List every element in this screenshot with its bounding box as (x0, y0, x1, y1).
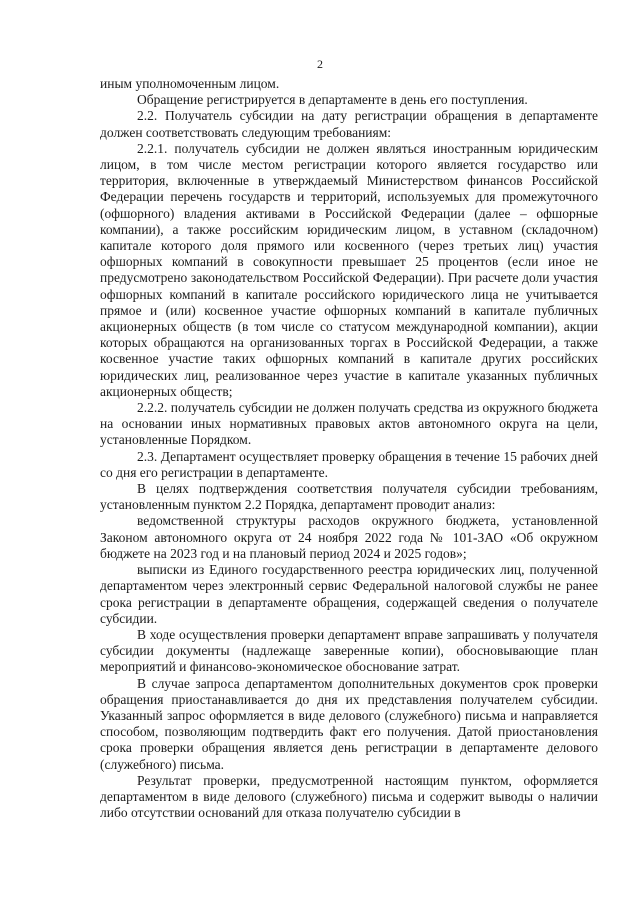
paragraph-request-documents: В ходе осуществления проверки департамент вправе запрашивать у получателя субсидии документы (надлежаще заверенные копии), обосновывающие план мероприятий и финансово-экономическое обоснование затрат. (100, 626, 598, 675)
paragraph-2-2: 2.2. Получатель субсидии на дату регистрации обращения в департаменте должен соответствовать следующим требованиям: (100, 108, 598, 140)
paragraph-continuation: иным уполномоченным лицом. (100, 76, 280, 91)
paragraph-analysis-intro: В целях подтверждения соответствия получателя субсидии требованиям, установленным пунктом 2.2 Порядка, департамент проводит анализ: (100, 481, 598, 513)
paragraph-2-2-2: 2.2.2. получатель субсидии не должен получать средства из окружного бюджета на основании иных нормативных правовых актов автономного округа на цели, установленные Порядком. (100, 400, 598, 448)
paragraph-budget-structure: ведомственной структуры расходов окружного бюджета, установленной Законом автономного округа от 24 ноября 2022 года № 101-ЗАО «Об окружном бюджете на 2023 год и на плановый период 2024 и 2025 годов»; (100, 513, 598, 561)
document-body (100, 76, 598, 821)
paragraph-2-2-1: 2.2.1. получатель субсидии не должен являться иностранным юридическим лицом, в том числе местом регистрации которого является государство или территория, включенные в утверждаемый Министерством финансов Российской Федерации перечень государств и территорий, используемых для промежуточного (офшорного) владения активами в Российской Федерации (далее – офшорные компании), а также российским юридическим лицом, в уставном (складочном) капитале которого доля прямого или косвенного (через третьих лиц) участия офшорных компаний в совокупности превышает 25 процентов (если иное не предусмотрено законодательством Российской Федерации). При расчете доли участия офшорных компаний в капитале российского юридического лица не учитывается прямое и (или) косвенное участие офшорных компаний в капитале публичных акционерных обществ (в том числе со статусом международной компании), акции которых обращаются на организованных торгах в Российской Федерации, а также косвенное участие таких офшорных компаний в капитале других российских юридических лиц, реализованное через участие в капитале указанных публичных акционерных обществ; (100, 140, 598, 399)
paragraph-suspension: В случае запроса департаментом дополнительных документов срок проверки обращения приостанавливается до дня их представления получателем субсидии. Указанный запрос оформляется в виде делового (служебного) письма и направляется способом, позволяющим подтвердить факт его получения. Датой приостановления срока проверки обращения является день регистрации в департаменте делового (служебного) письма. (100, 675, 598, 772)
page-number: 2 (317, 57, 323, 71)
paragraph-2-3: 2.3. Департамент осуществляет проверку обращения в течение 15 рабочих дней со дня его регистрации в департаменте. (100, 448, 598, 480)
paragraph-registration: Обращение регистрируется в департаменте в день его поступления. (137, 92, 528, 108)
paragraph-registry-extract: выписки из Единого государственного реестра юридических лиц, полученной департаментом через электронный сервис Федеральной налоговой службы не ранее срока регистрации в департаменте обращения, содержащей сведения о получателе субсидии. (100, 562, 598, 626)
paragraph-result: Результат проверки, предусмотренной настоящим пунктом, оформляется департаментом в виде делового (служебного) письма и содержит выводы о наличии либо отсутствии оснований для отказа получателю субсидии в (100, 772, 598, 821)
